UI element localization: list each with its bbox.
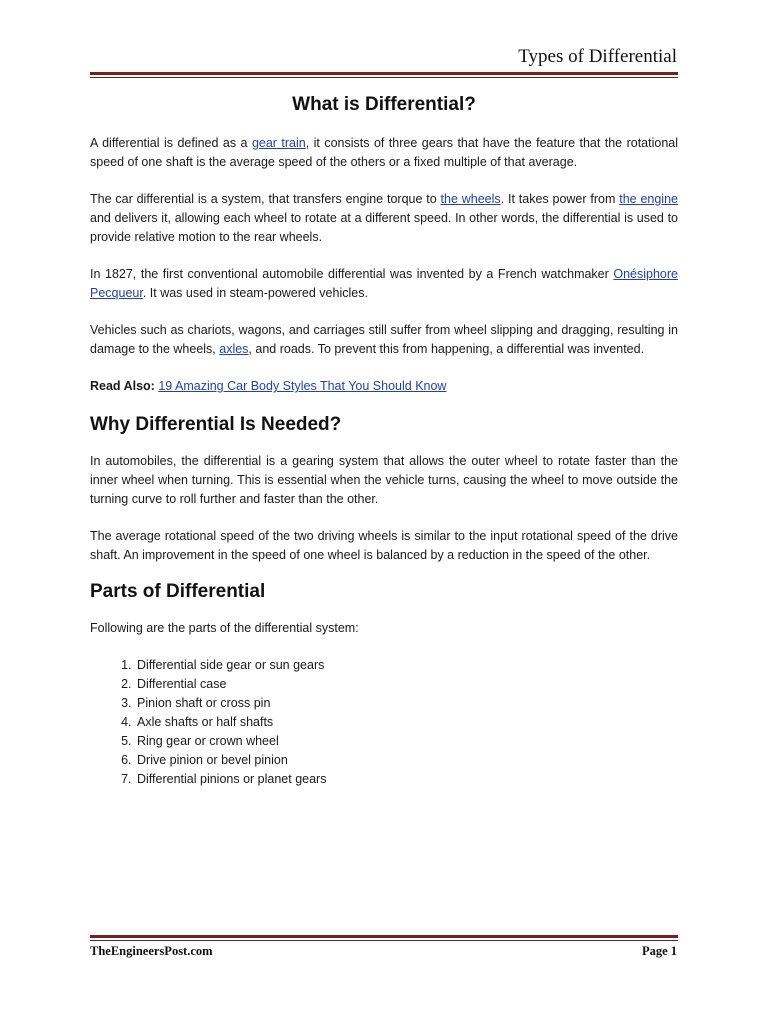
paragraph-car-differential: The car differential is a system, that transfers engine torque to the wheels. It takes power from the engine and delivers it, allowing each wheel to rotate at a different speed. In other words, the differential is used to provide relative motion to the rear wheels. — [90, 192, 678, 244]
page-content — [90, 94, 678, 789]
link-gear-train[interactable]: gear train — [251, 136, 306, 150]
header-title: Types of Differential — [518, 46, 677, 67]
paragraph-why-2: The average rotational speed of the two driving wheels is similar to the input rotational speed of the drive shaft. An improvement in the speed of one wheel is balanced by a reduction in the speed of the other. — [90, 529, 678, 562]
list-item: 1. Differential side gear or sun gears — [135, 656, 678, 675]
link-the-engine[interactable]: the engine — [619, 192, 678, 206]
list-item: 3. Pinion shaft or cross pin — [135, 694, 678, 713]
footer-site: TheEngineersPost.com — [90, 944, 213, 958]
heading-why-needed: Why Differential Is Needed? — [90, 414, 342, 435]
list-item: 2. Differential case — [135, 675, 678, 694]
paragraph-vehicles: Vehicles such as chariots, wagons, and carriages still suffer from wheel slipping and dragging, resulting in damage to the wheels, axles, and roads. To prevent this from happening, a differential was invented. — [90, 323, 678, 356]
paragraph-parts-intro: Following are the parts of the differential system: — [90, 621, 359, 635]
link-axles[interactable]: axles — [219, 342, 249, 356]
footer-rule — [90, 935, 678, 941]
header-rule — [90, 72, 678, 78]
list-item: 4. Axle shafts or half shafts — [135, 713, 678, 732]
link-car-body-styles[interactable]: 19 Amazing Car Body Styles That You Should Know — [158, 379, 447, 393]
parts-list — [90, 656, 678, 789]
read-also — [90, 377, 678, 396]
link-the-wheels[interactable]: the wheels — [440, 192, 501, 206]
list-item: 7. Differential pinions or planet gears — [135, 770, 678, 789]
list-item: 5. Ring gear or crown wheel — [135, 732, 678, 751]
paragraph-definition: A differential is defined as a gear train, it consists of three gears that have the feature that the rotational speed of one shaft is the average speed of the others or a fixed multiple of that average. — [90, 136, 679, 169]
paragraph-history: In 1827, the first conventional automobile differential was invented by a French watchmaker Onésiphore Pecqueur. It was used in steam-powered vehicles. — [90, 267, 678, 300]
heading-what-is-differential: What is Differential? — [292, 94, 476, 115]
paragraph-why-1: In automobiles, the differential is a gearing system that allows the outer wheel to rotate faster than the inner wheel when turning. This is essential when the vehicle turns, causing the wheel to move outside the turning curve to roll further and faster than the other. — [90, 454, 678, 506]
heading-parts: Parts of Differential — [90, 581, 266, 602]
link-onesiphore-pecqueur[interactable]: Onésiphore Pecqueur — [90, 267, 678, 300]
footer-page-number: Page 1 — [641, 944, 677, 958]
list-item: 6. Drive pinion or bevel pinion — [135, 751, 678, 770]
read-also-label: Read Also: — [90, 379, 159, 393]
